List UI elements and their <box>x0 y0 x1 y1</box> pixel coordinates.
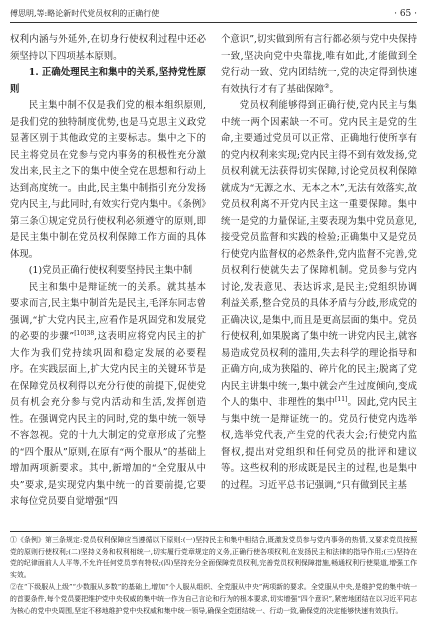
paragraph-text: 个意识”,切实做到所有言行都必须与党中央保持一致,坚决向党中央靠拢,唯有如此,才能做到全党行动一致、党内团结统一,党的决定得到快速有效执行才有了基础保障 <box>221 34 417 95</box>
footnote-2: ②在“下级服从上级”“少数服从多数”的基础上,增加“个人服从组织、全党服从中央”两项新的要求。全党服从中央,是维护党的集中统一的首要条件,每个党员要把维护党中央权威的集中统一作为自己言论和行为的根本要求,切实增强“四个意识”,紧密地团结在以习近平同志为核心的党中央周围,坚定不移地维护党中央权威和集中统一领导,确保全党团结统一、行动一致,确保党的决定能够快速有效执行。 <box>10 583 417 615</box>
right-column <box>221 32 417 494</box>
paragraph-text: 民主集中制不仅是我们党的根本组织原则,是我们党的独特制度优势,也是马克思主义政党显著区别于其他政党的主要标志。集中之下的民主将党员在党参与党内事务的积极性充分激发出来,民主之下的集中使全党在思想和行动上达到高度统一。由此,民主集中制指引充分发扬党内民主,与此同时,有效实行党内集中。《条例》第三条 <box>10 100 206 227</box>
body-paragraph-2 <box>10 280 206 511</box>
page-number: · 65 · <box>394 9 417 19</box>
left-column <box>10 32 206 511</box>
continued-paragraph <box>221 32 417 98</box>
running-head-title: 傅思明,等:略论新时代党员权利的正确行使 <box>10 9 160 18</box>
intro-paragraph: 权利内涵与外延外,在切身行使权利过程中还必须坚持以下四项基本原则。 <box>10 34 206 62</box>
paragraph-text: 。 <box>329 83 339 95</box>
footnotes <box>10 535 417 618</box>
body-paragraph-1 <box>10 98 206 263</box>
footnote-marker: ① <box>38 215 49 227</box>
citation-ref: [10]38 <box>74 329 95 337</box>
paragraph-text: 党员权利能够得到正确行使,党内民主与集中统一两个因素缺一不可。党内民主是党的生命,主要通过党员可以正常、正确地行使所享有的党内权利来实现;党内民主得不到有效发扬,党员权利就无法获得切实保障,讨论党员权利保障就成为“无源之水、无本之木”,无法有效落实,故党员权利离不开党内民主这一重要保障。集中统一是党的力量保证,主要表现为集中党员意见,接受党员监督和实践的检验;正确集中又是党员行使党内监督权的必然条件,党内监督不完善,党员权利行使就失去了保障机制。党员参与党内讨论,发表意见、表达诉求,是民主;党组织协调利益关系,整合党员的具体矛盾与分歧,形成党的正确决议,是集中,而且是更高层面的集中。党员行使权利,如果脱离了集中统一讲党内民主,就容易造成党员权利的滥用,失去科学的理论指导和正确方向,成为狭隘的、碎片化的民主;脱离了党内民主讲集中统一,集中就会产生过度倾向,变成个人的集中、非理性的集中 <box>221 100 417 408</box>
subsection-heading-1: (1)党员正确行使权利要坚持民主集中制 <box>28 265 193 276</box>
paragraph-text: ,这表明应将党内民主的扩大作为我们党持续巩固和稳定发展的必要程序。在实践层面上,扩大党内民主的关键环节是在保障党员权利得以充分行使的前提下,促使党员有机会充分参与党内活动和生活,发挥创造性。在强调党内民主的同时,党的集中统一领导不容忽视。党的十九大制定的党章形成了完整的“四个服从”原则,在原有“两个服从”的基础上增加两项新要求。其中,新增加的“全党服从中央”要求,是实现党内集中统一的首要前提,它要求每位党员要自觉增强“四 <box>10 331 206 507</box>
section-heading-1: 1. 正确处理民主和集中的关系,坚持党性原则 <box>10 67 206 95</box>
running-header <box>10 6 417 23</box>
footnote-1: ①《条例》第三条规定:党员权利保障应当遵循以下原则:(一)坚持民主和集中相结合,既激发党员参与党内事务的热情,又要求党员按照党的原则行使权利;(二)坚持义务和权利相统一,切实履行党章规定的义务,正确行使各项权利,在发扬民主和法律的指导作用;(三)坚持在党的纪律面前人人平等,不允许任何党员享有特权;(四)坚持充分全面保障党员权利,完善党员权利保障措施,畅通权利行使渠道,增强工作实效。 <box>10 536 417 579</box>
paragraph-text: 规定党员行使权利必须遵守的原则,即是民主集中制在党员权利保障工作方面的具体体现。 <box>10 215 206 260</box>
footnote-marker: ② <box>324 82 330 90</box>
paragraph-text: 民主和集中是辩证统一的关系。就其基本要求而言,民主集中制首先是民主,毛泽东同志曾强调,“扩大党内民主,应看作是巩固党和发展党的必要的步骤” <box>10 281 206 342</box>
paragraph-text: 。因此,党内民主与集中统一是辩证统一的。党员行使党内选举权,选举党代表,产生党的代表大会;行使党内监督权,提出对党组织和任何党员的批评和建议等。这些权利的形成既是民主的过程,也是集中的过程。习近平总书记强调,“只有做到民主基 <box>221 397 417 491</box>
citation-ref: [11] <box>335 395 348 403</box>
body-paragraph-3 <box>221 98 417 494</box>
footnote-divider <box>10 531 417 532</box>
